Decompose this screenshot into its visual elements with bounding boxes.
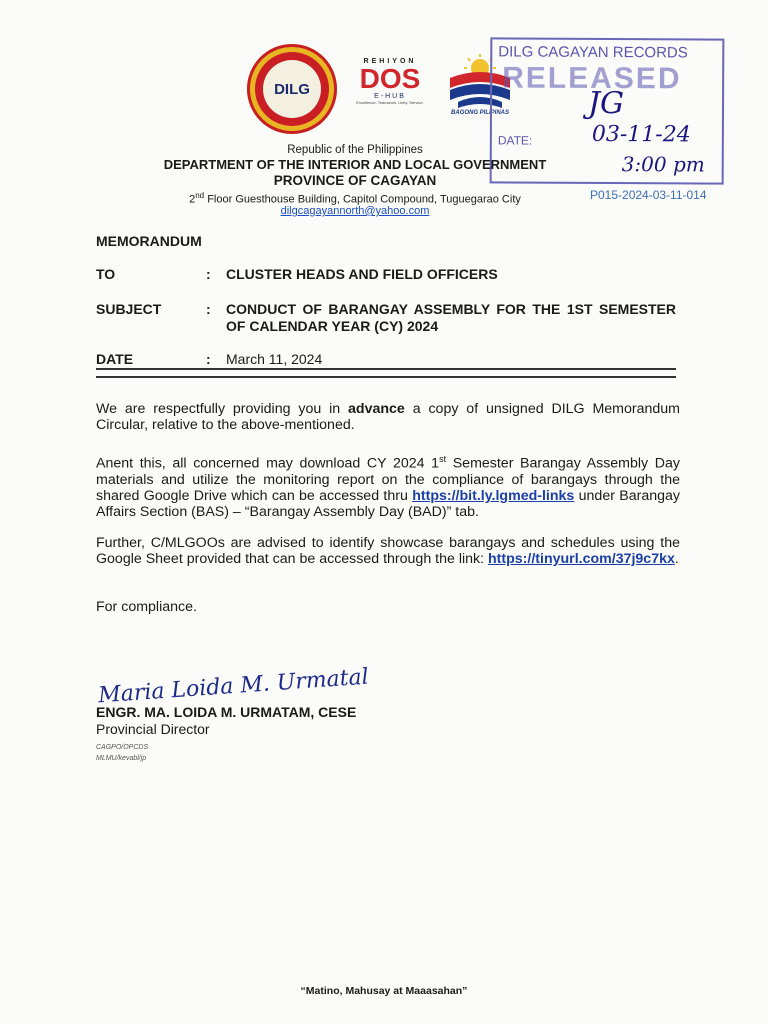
stamp-time-value: 3:00 pm: [621, 152, 705, 177]
reference-initials-2: MLMU/kevabl/jp: [96, 755, 147, 762]
dos-text: DOS: [359, 63, 421, 94]
stamp-initials: JG: [587, 85, 625, 122]
paragraph-3: Further, C/MLGOOs are advised to identify showcase barangays and schedules using the Google Sheet provided that can be accessed through the link: https://tinyurl.com/37j9c7kx.: [96, 535, 680, 567]
to-label: TO: [96, 266, 116, 282]
dilg-seal-logo: [247, 44, 337, 134]
subject-colon: :: [206, 301, 211, 317]
bagong-pilipinas-caption: BAGONG PILIPINAS: [450, 110, 509, 116]
paragraph-1: We are respectfully providing you in advance a copy of unsigned DILG Memorandum Circular, relative to the above-mentioned.: [96, 401, 680, 433]
date-value: March 11, 2024: [226, 351, 323, 367]
stamp-date-label: DATE:: [497, 133, 533, 148]
dos-tagline: Excellence. Teamwork. Unity. Service.: [356, 100, 424, 105]
department-name: DEPARTMENT OF THE INTERIOR AND LOCAL GOVERNMENT: [163, 157, 547, 172]
reference-initials-1: CAGPO/OPCDS: [96, 744, 149, 751]
dos-ehub-logo: [348, 58, 432, 122]
stamp-status: RELEASED: [502, 61, 682, 96]
republic-line: Republic of the Philippines: [287, 144, 423, 156]
control-number: P015-2024-03-11-014: [590, 188, 707, 202]
date-label: DATE: [96, 351, 134, 367]
to-value: CLUSTER HEADS AND FIELD OFFICERS: [226, 266, 498, 282]
to-colon: :: [206, 266, 211, 282]
header-divider: [96, 368, 676, 378]
paragraph-2: Anent this, all concerned may download CY 2024 1st Semester Barangay Assembly Day materials and utilize the monitoring report on the compliance of barangays through the shared Google Drive which can be accessed thru https://bit.ly.lgmed-links under Barangay Affairs Section (BAS) – “Barangay Assembly Day (BAD)” tab.: [96, 454, 680, 520]
office-address: 2nd Floor Guesthouse Building, Capitol Compound, Tuguegarao City: [189, 191, 521, 206]
date-colon: :: [206, 351, 211, 367]
bit-ly-link[interactable]: https://bit.ly.lgmed-links: [412, 487, 575, 504]
ehub-text: E-HUB: [374, 93, 406, 100]
subject-label: SUBJECT: [96, 301, 162, 317]
dilg-seal-text: DILG: [274, 80, 310, 98]
signatory-title: Provincial Director: [96, 721, 210, 737]
footer-motto: “Matino, Mahusay at Maaasahan”: [300, 985, 468, 997]
paragraph-4: For compliance.: [96, 599, 197, 615]
province-name: PROVINCE OF CAGAYAN: [273, 173, 437, 188]
handwritten-signature: Maria Loida M. Urmatal: [97, 664, 370, 709]
rehiyon-text: REHIYON: [363, 58, 417, 65]
tinyurl-link[interactable]: https://tinyurl.com/37j9c7kx: [488, 551, 675, 567]
memo-title: MEMORANDUM: [96, 233, 202, 249]
stamp-office: DILG CAGAYAN RECORDS: [498, 43, 688, 62]
signatory-name: ENGR. MA. LOIDA M. URMATAM, CESE: [96, 704, 357, 720]
subject-value: CONDUCT OF BARANGAY ASSEMBLY FOR THE 1ST SEMESTER OF CALENDAR YEAR (CY) 2024: [226, 301, 676, 334]
stamp-date-value: 03-11-24: [591, 121, 691, 148]
office-email-link[interactable]: dilgcagayannorth@yahoo.com: [280, 205, 430, 217]
